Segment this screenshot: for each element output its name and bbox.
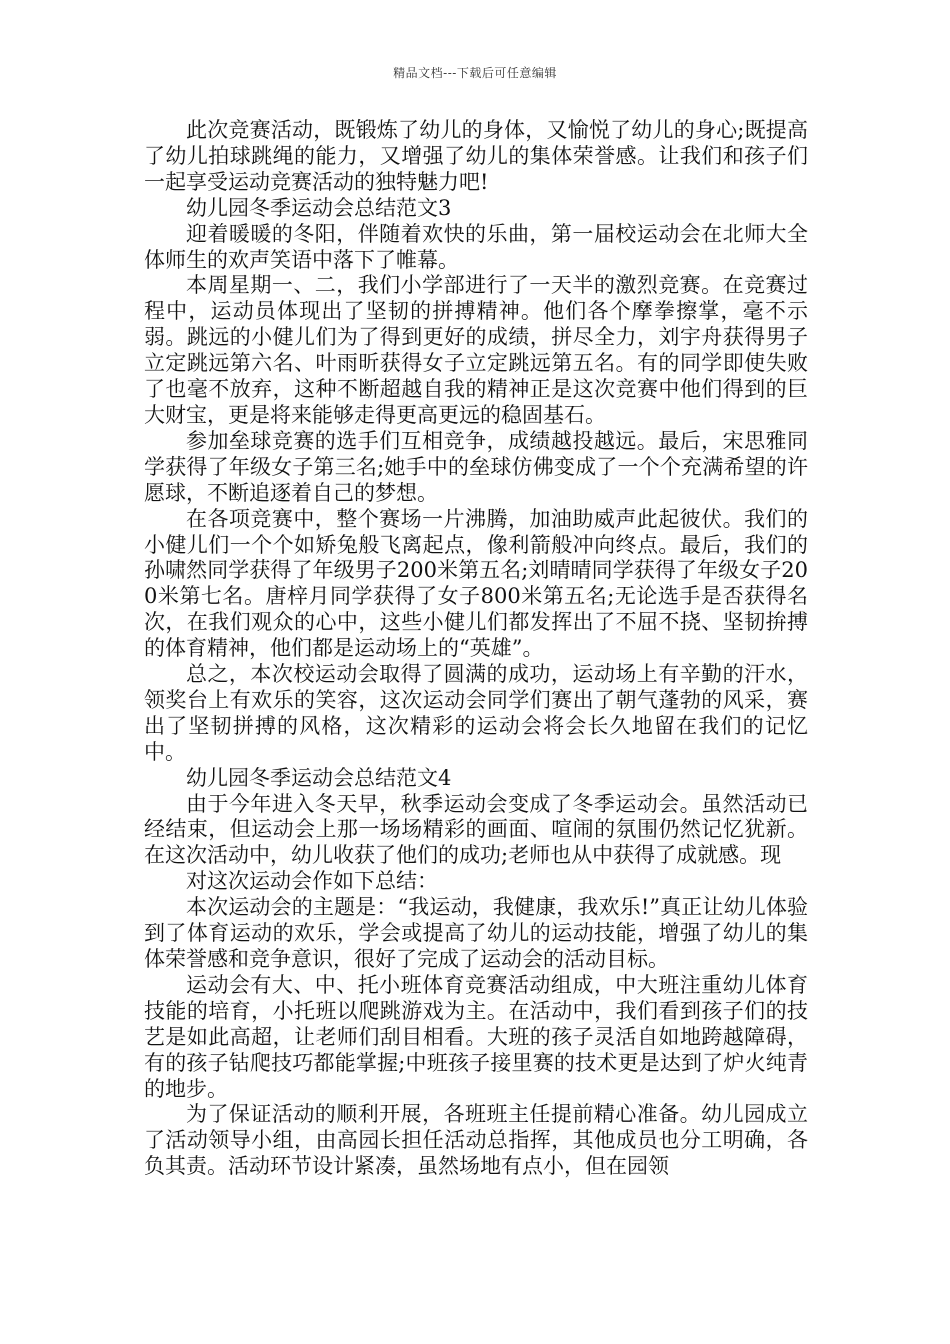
page-header: 精品文档---下载后可任意编辑 [393,66,557,80]
paragraph: 对这次运动会作如下总结： [186,869,438,894]
paragraph: 迎着暖暖的冬阳，伴随着欢快的乐曲，第一届校运动会在北师大全体师生的欢声笑语中落下了帷幕。 [144,221,808,272]
section-heading: 幼儿园冬季运动会总结范文3 [186,195,452,220]
document-body [144,118,808,1180]
paragraph: 总之，本次校运动会取得了圆满的成功，运动场上有辛勤的汗水，领奖台上有欢乐的笑容，这次运动会同学们赛出了朝气蓬勃的风采，赛出了坚韧拼搏的风格，这次精彩的运动会将会长久地留在我们的记忆中。 [144,662,808,764]
paragraph: 此次竞赛活动，既锻炼了幼儿的身体，又愉悦了幼儿的身心;既提高了幼儿拍球跳绳的能力，又增强了幼儿的集体荣誉感。让我们和孩子们一起享受运动竞赛活动的独特魅力吧! [144,118,808,194]
paragraph: 参加垒球竞赛的选手们互相竞争，成绩越投越远。最后，宋思雅同学获得了年级女子第三名;她手中的垒球仿佛变成了一个个充满希望的许愿球，不断追逐着自己的梦想。 [144,428,808,505]
section-heading: 幼儿园冬季运动会总结范文4 [186,765,452,790]
paragraph: 由于今年进入冬天早，秋季运动会变成了冬季运动会。虽然活动已经结束，但运动会上那一场场精彩的画面、喧闹的氛围仍然记忆犹新。在这次活动中，幼儿收获了他们的成功;老师也从中获得了成就感。现 [144,791,808,868]
paragraph: 本次运动会的主题是：“我运动，我健康，我欢乐!”真正让幼儿体验到了体育运动的欢乐，学会或提高了幼儿的运动技能，增强了幼儿的集体荣誉感和竞争意识，很好了完成了运动会的活动目标。 [144,895,808,971]
paragraph: 运动会有大、中、托小班体育竞赛活动组成，中大班注重幼儿体育技能的培育，小托班以爬跳游戏为主。在活动中，我们看到孩子们的技艺是如此高超，让老师们刮目相看。大班的孩子灵活自如地跨越障碍，有的孩子钻爬技巧都能掌握;中班孩子接里赛的技术更是达到了炉火纯青的地步。 [144,972,808,1101]
paragraph: 在各项竞赛中，整个赛场一片沸腾，加油助威声此起彼伏。我们的小健儿们一个个如矫兔般飞离起点，像利箭般冲向终点。最后，我们的孙啸然同学获得了年级男子200米第五名;刘晴晴同学获得了年级女子200米第七名。唐梓月同学获得了女子800米第五名;无论选手是否获得名次，在我们观众的心中，这些小健儿们都发挥出了不屈不挠、坚韧拚搏的体育精神，他们都是运动场上的“英雄”。 [144,506,808,661]
paragraph: 为了保证活动的顺利开展，各班班主任提前精心准备。幼儿园成立了活动领导小组，由高园长担任活动总指挥，其他成员也分工明确，各负其责。活动环节设计紧凑，虽然场地有点小，但在园领 [144,1102,808,1179]
paragraph: 本周星期一、二，我们小学部进行了一天半的激烈竞赛。在竞赛过程中，运动员体现出了坚韧的拼搏精神。他们各个摩拳擦掌，毫不示弱。跳远的小健儿们为了得到更好的成绩，拼尽全力，刘宇舟获得男子立定跳远第六名、叶雨昕获得女子立定跳远第五名。有的同学即使失败了也毫不放弃，这种不断超越自我的精神正是这次竞赛中他们得到的巨大财宝，更是将来能够走得更高更远的稳固基石。 [144,273,808,427]
